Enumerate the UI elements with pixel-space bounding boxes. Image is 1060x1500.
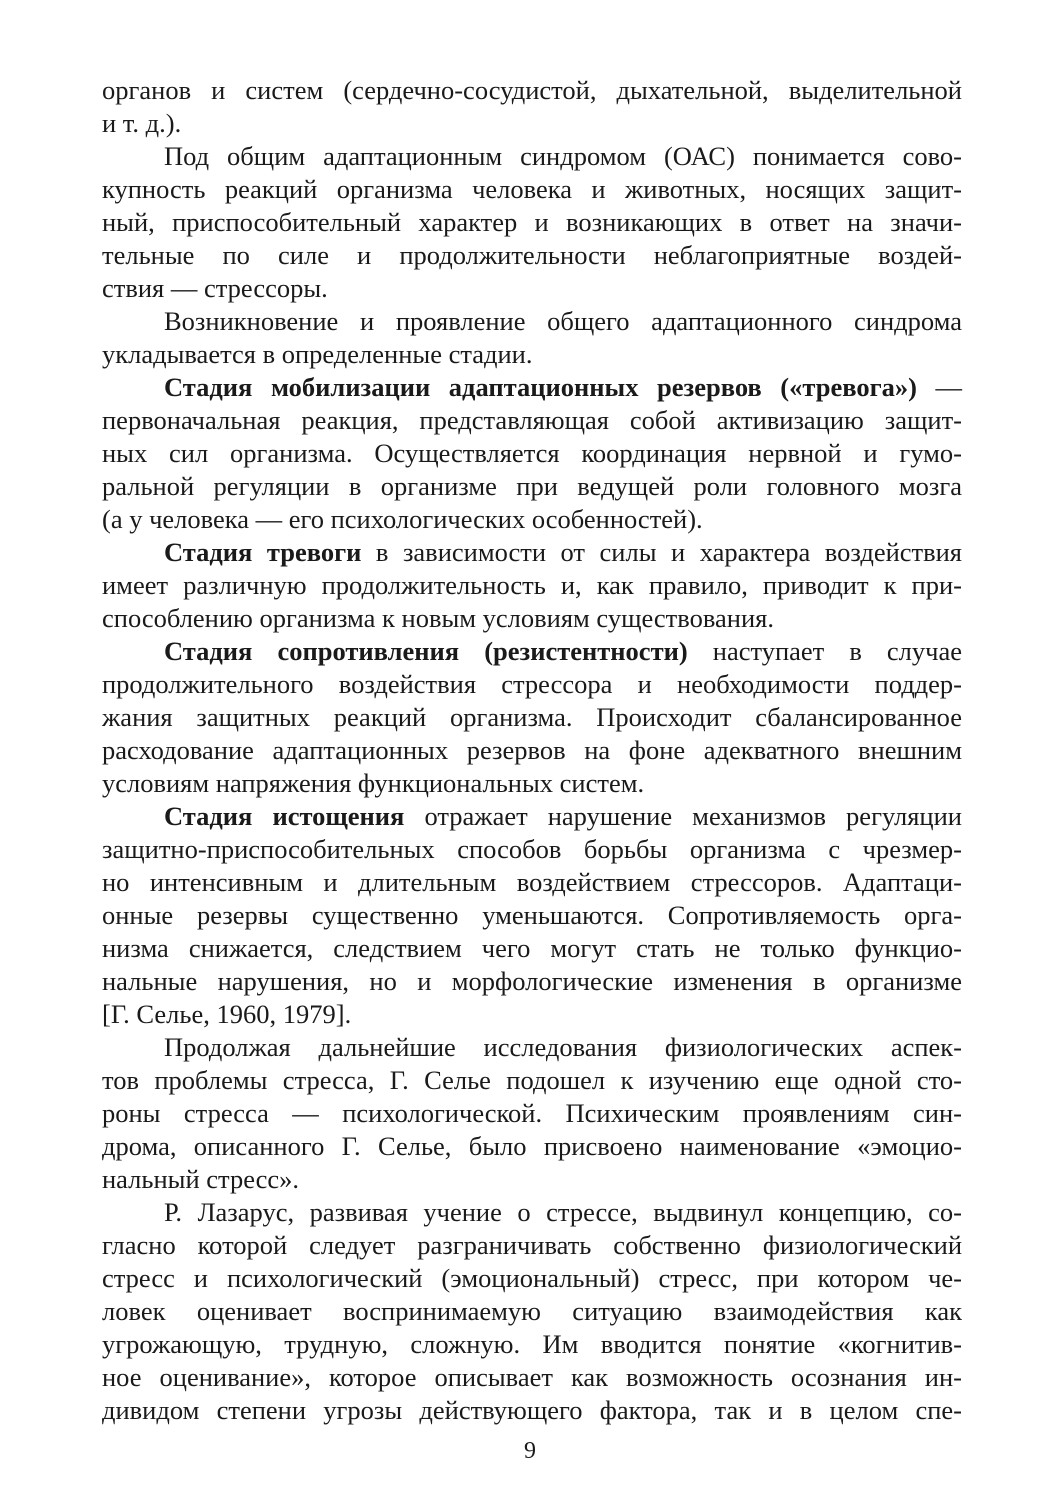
text-line: и т. д.). [102,108,182,138]
text-line: [Г. Селье, 1960, 1979]. [102,999,352,1029]
text-run: отражает нарушение механизмов регуляции [404,801,962,831]
text-line: ствия — стрессоры. [102,273,328,303]
paragraph-3 [102,305,962,371]
text-run: в зависимости от силы и характера воздействия [361,537,962,567]
text-run: — [916,372,963,402]
text-line: роны стресса — психологической. Психическим проявлениям син- [102,1098,962,1128]
text-line: способлению организма к новым условиям существования. [102,603,774,633]
page-number: 9 [524,1438,536,1464]
text-line: купность реакций организма человека и животных, носящих защит- [102,174,962,204]
text-line: ных сил организма. Осуществляется координация нервной и гумо- [102,438,962,468]
stage-term: Стадия тревоги [164,537,362,567]
text-line [102,371,962,404]
paragraph-1 [102,74,962,140]
stage-term: Стадия истощения [164,801,405,831]
text-line [102,635,962,668]
stage-term: Стадия мобилизации адаптационных резервов («тревога») [164,372,917,402]
text-line: ральной регуляции в организме при ведущей роли головного мозга [102,471,962,501]
text-line: (а у человека — его психологических особенностей). [102,504,703,534]
text-line: Продолжая дальнейшие исследования физиологических аспек- [164,1032,962,1062]
text-line: стресс и психологический (эмоциональный) стресс, при котором че- [102,1263,962,1293]
text-line: гласно которой следует разграничивать собственно физиологический [102,1230,962,1260]
paragraph-2 [102,140,962,305]
text-line: органов и систем (сердечно-сосудистой, дыхательной, выделительной [102,75,962,105]
text-line: нальные нарушения, но и морфологические изменения в организме [102,966,962,996]
body-text [102,74,962,1427]
text-line: имеет различную продолжительность и, как правило, приводит к при- [102,570,962,600]
text-line: но интенсивным и длительным воздействием стрессоров. Адаптаци- [102,867,962,897]
text-line [102,800,962,833]
text-line [102,536,962,569]
text-line: угрожающую, трудную, сложную. Им вводится понятие «когнитив- [102,1329,962,1359]
paragraph-7 [102,800,962,1031]
stage-term: Стадия сопротивления (резистентности) [164,636,688,666]
text-line: Под общим адаптационным синдромом (ОАС) понимается сово- [164,141,962,171]
text-line: дрома, описанного Г. Селье, было присвоено наименование «эмоцио- [102,1131,962,1161]
text-line: условиям напряжения функциональных систем. [102,768,645,798]
text-line: ный, приспособительный характер и возникающих в ответ на значи- [102,207,962,237]
text-line: продолжительного воздействия стрессора и необходимости поддер- [102,669,962,699]
paragraph-6 [102,635,962,800]
text-line: низма снижается, следствием чего могут стать не только функцио- [102,933,962,963]
text-line: тов проблемы стресса, Г. Селье подошел к изучению еще одной сто- [102,1065,962,1095]
text-line: онные резервы существенно уменьшаются. Сопротивляемость орга- [102,900,962,930]
text-line: тельные по силе и продолжительности неблагоприятные воздей- [102,240,962,270]
text-line: Возникновение и проявление общего адаптационного синдрома [164,306,962,336]
text-line: ное оценивание», которое описывает как возможность осознания ин- [102,1362,962,1392]
text-line: дивидом степени угрозы действующего фактора, так и в целом спе- [102,1395,962,1425]
text-line: нальный стресс». [102,1164,300,1194]
paragraph-9 [102,1196,962,1427]
paragraph-5 [102,536,962,635]
text-line: защитно-приспособительных способов борьбы организма с чрезмер- [102,834,962,864]
text-line: укладывается в определенные стадии. [102,339,533,369]
text-line: ловек оценивает воспринимаемую ситуацию взаимодействия как [102,1296,962,1326]
text-line: жания защитных реакций организма. Происходит сбалансированное [102,702,962,732]
text-line: Р. Лазарус, развивая учение о стрессе, выдвинул концепцию, со- [164,1197,962,1227]
paragraph-8 [102,1031,962,1196]
text-line: расходование адаптационных резервов на фоне адекватного внешним [102,735,962,765]
text-line: первоначальная реакция, представляющая собой активизацию защит- [102,405,962,435]
text-run: наступает в случае [687,636,962,666]
paragraph-4 [102,371,962,536]
